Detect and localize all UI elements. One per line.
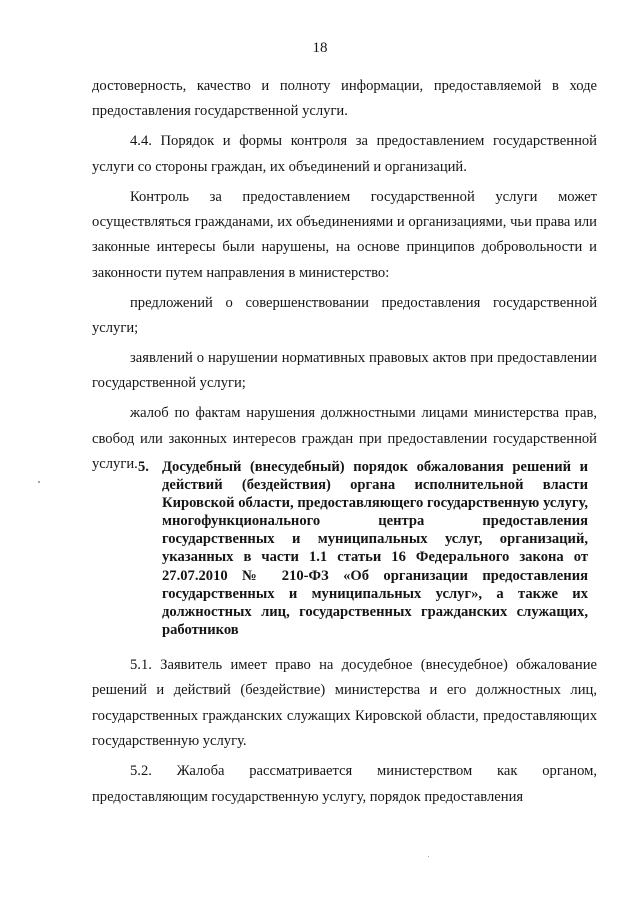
paragraph-5-2: 5.2. Жалоба рассматривается министерством как органом, предоставляющим государственную услугу, порядок предоставления [92, 763, 597, 805]
body-text-top [92, 74, 597, 482]
scan-speck [428, 856, 429, 857]
paragraph-proposals: предложений о совершенствовании предоставления государственной услуги; [92, 294, 597, 337]
page-number: 18 [312, 40, 328, 56]
paragraph-continuation: достоверность, качество и полноту информации, предоставляемой в ходе предоставления государственной услуги. [92, 78, 597, 120]
paragraph-complaints: жалоб по фактам нарушения должностными лицами министерства прав, свобод или законных интересов граждан при предоставлении государственной услуги. [92, 405, 597, 473]
paragraph-4-4: 4.4. Порядок и формы контроля за предоставлением государственной услуги со стороны граждан, их объединений и организаций. [92, 133, 597, 175]
body-text-bottom [92, 653, 597, 814]
scan-speck [38, 481, 40, 483]
paragraph-control: Контроль за предоставлением государственной услуги может осуществляться гражданами, их объединениями и организациями, чьи права или законные интересы были нарушены, на основе принципов добровольности и законности путем направления в министерство: [92, 188, 597, 281]
section-number: 5. [138, 459, 149, 475]
paragraph-statements: заявлений о нарушении нормативных правовых актов при предоставлении государственной услуги; [92, 350, 597, 392]
paragraph-5-1: 5.1. Заявитель имеет право на досудебное (внесудебное) обжалование решений и действий (бездействие) министерства и его должностных лиц, государственных гражданских служащих Кировской области, предоставляющих государственную услугу. [92, 657, 597, 750]
section-5-heading [138, 458, 588, 639]
section-title: Досудебный (внесудебный) порядок обжалования решений и действий (бездействия) органа исполнительной власти Кировской области, предоставляющего государственную услугу, многофункционального центра предоставления государственных и муниципальных услуг, организаций, указанных в части 1.1 статьи 16 Федерального закона от 27.07.2010 № 210-ФЗ «Об организации предоставления государственных и муниципальных услуг», а также их должностных лиц, государственных гражданских служащих, работников [162, 459, 588, 638]
